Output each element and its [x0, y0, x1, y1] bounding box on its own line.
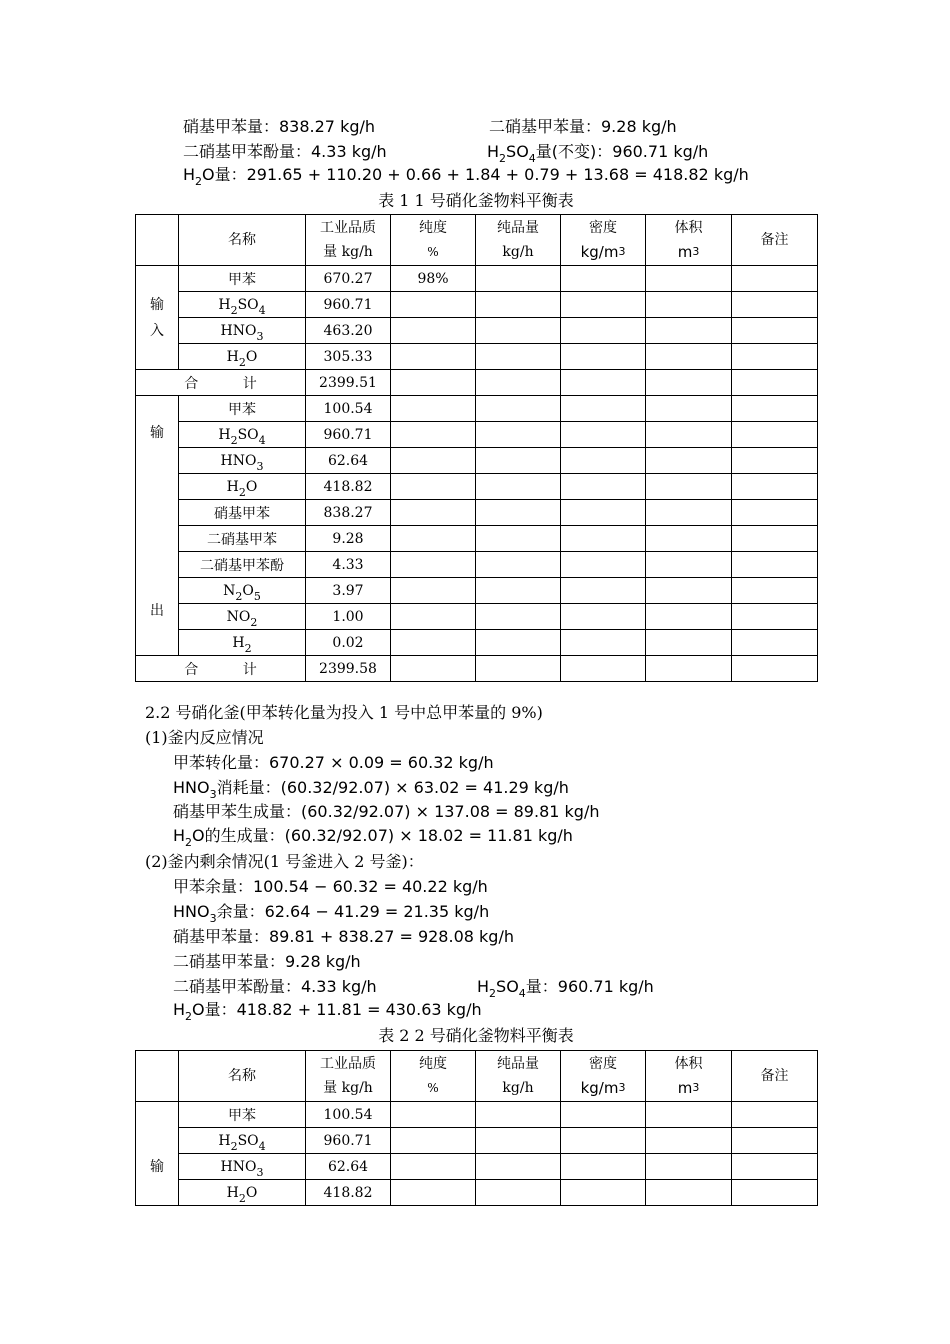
- row-name: $H_2SO_4$: [179, 292, 306, 318]
- row-qty: 3.97: [306, 578, 391, 604]
- water-amount: $H_2O$量：291.65 + 110.20 + 0.66 + 1.84 + 0.79 + 13.68 = 418.82 kg/h: [183, 165, 749, 188]
- header-blank: [136, 1051, 179, 1102]
- row-name: 硝基甲苯: [179, 500, 306, 526]
- header-note: 备注: [732, 1051, 818, 1102]
- table-row: [136, 552, 818, 578]
- table-row: [136, 266, 818, 292]
- toluene-remaining: 甲苯余量：100.54 − 60.32 = 40.22 kg/h: [173, 877, 488, 896]
- row-qty: 463.20: [306, 318, 391, 344]
- table-row: [136, 1102, 818, 1128]
- nitrotoluene-formation: 硝基甲苯生成量：(60.32/92.07) × 137.08 = 89.81 kg/h: [173, 802, 600, 821]
- table-row: [136, 448, 818, 474]
- header-purity: 纯度 %: [391, 215, 476, 266]
- row-name: $HNO_3$: [179, 1154, 306, 1180]
- header-blank: [136, 215, 179, 266]
- table-row: [136, 318, 818, 344]
- row-name: 甲苯: [179, 266, 306, 292]
- row-name: $H_2$: [179, 630, 306, 656]
- row-qty: 670.27: [306, 266, 391, 292]
- header-volume: 体积 $m^3$: [646, 215, 732, 266]
- section2-sub1: (1)釜内反应情况: [145, 728, 264, 747]
- row-name: $H_2O$: [179, 1180, 306, 1206]
- table1-caption: 表 1 1 号硝化釜物料平衡表: [378, 191, 574, 210]
- table-row: [136, 500, 818, 526]
- input-group-label: 输 入: [136, 266, 179, 370]
- table-row: [136, 604, 818, 630]
- table1-material-balance: [135, 214, 818, 682]
- table-row: [136, 422, 818, 448]
- dinitrocresol-amount-2: 二硝基甲苯酚量：4.33 kg/h: [173, 977, 377, 996]
- hno3-consumption: $HNO_3$消耗量：(60.32/92.07) × 63.02 = 41.29 kg/h: [173, 778, 569, 801]
- table-row: [136, 630, 818, 656]
- table2-caption: 表 2 2 号硝化釜物料平衡表: [378, 1026, 574, 1045]
- dinitrotoluene-amount-2: 二硝基甲苯量：9.28 kg/h: [173, 952, 361, 971]
- table-row: [136, 1180, 818, 1206]
- header-density: 密度 $kg/m^3$: [561, 1051, 646, 1102]
- row-qty: 305.33: [306, 344, 391, 370]
- row-name: $HNO_3$: [179, 318, 306, 344]
- row-qty: 62.64: [306, 1154, 391, 1180]
- header-purity: 纯度 %: [391, 1051, 476, 1102]
- table-row: [136, 344, 818, 370]
- table-row: [136, 292, 818, 318]
- row-name: $HNO_3$: [179, 448, 306, 474]
- section2-heading: 2.2 号硝化釜(甲苯转化量为投入 1 号中总甲苯量的 9%): [145, 703, 543, 722]
- total-label: 合 计: [136, 656, 306, 682]
- table2-material-balance: [135, 1050, 818, 1206]
- row-name: $H_2SO_4$: [179, 422, 306, 448]
- nitrotoluene-total: 硝基甲苯量：89.81 + 838.27 = 928.08 kg/h: [173, 927, 514, 946]
- table1-header-row: [136, 215, 818, 266]
- header-industrial-qty: 工业品质 量 kg/h: [306, 215, 391, 266]
- row-name: 甲苯: [179, 396, 306, 422]
- header-density: 密度 $kg/m^3$: [561, 215, 646, 266]
- row-qty: 1.00: [306, 604, 391, 630]
- row-name: 二硝基甲苯: [179, 526, 306, 552]
- row-qty: 0.02: [306, 630, 391, 656]
- toluene-conversion: 甲苯转化量：670.27 × 0.09 = 60.32 kg/h: [173, 753, 494, 772]
- table-row: [136, 1154, 818, 1180]
- input-total-row: [136, 370, 818, 396]
- total-qty: 2399.58: [306, 656, 391, 682]
- row-qty: 418.82: [306, 1180, 391, 1206]
- table-row: [136, 396, 818, 422]
- table-row: [136, 578, 818, 604]
- row-purity: 98%: [391, 266, 476, 292]
- output-group-label: 输 出: [136, 396, 179, 656]
- header-pure-qty: 纯品量 kg/h: [476, 215, 561, 266]
- header-name: 名称: [179, 215, 306, 266]
- dinitrocresol-amount: 二硝基甲苯酚量：4.33 kg/h: [183, 142, 387, 161]
- input-group-label: 输: [136, 1102, 179, 1206]
- row-qty: 418.82: [306, 474, 391, 500]
- row-name: $H_2O$: [179, 344, 306, 370]
- header-volume: 体积 $m^3$: [646, 1051, 732, 1102]
- row-qty: 960.71: [306, 292, 391, 318]
- sulfuric-acid-amount: $H_2SO_4$量(不变)：960.71 kg/h: [487, 142, 709, 165]
- dinitrotoluene-amount: 二硝基甲苯量：9.28 kg/h: [489, 117, 677, 136]
- row-qty: 838.27: [306, 500, 391, 526]
- sulfuric-acid-amount-2: $H_2SO_4$量：960.71 kg/h: [477, 977, 654, 1000]
- row-name: 甲苯: [179, 1102, 306, 1128]
- water-formation: $H_2O$的生成量：(60.32/92.07) × 18.02 = 11.81 kg/h: [173, 826, 573, 849]
- hno3-remaining: $HNO_3$余量：62.64 − 41.29 = 21.35 kg/h: [173, 902, 490, 925]
- header-industrial-qty: 工业品质 量 kg/h: [306, 1051, 391, 1102]
- output-total-row: [136, 656, 818, 682]
- row-name: 二硝基甲苯酚: [179, 552, 306, 578]
- nitrotoluene-amount: 硝基甲苯量：838.27 kg/h: [183, 117, 376, 136]
- row-name: $H_2SO_4$: [179, 1128, 306, 1154]
- row-qty: 960.71: [306, 422, 391, 448]
- table-row: [136, 1128, 818, 1154]
- row-name: $N_2O_5$: [179, 578, 306, 604]
- section2-sub2: (2)釜内剩余情况(1 号釜进入 2 号釜)：: [145, 852, 424, 871]
- row-qty: 9.28: [306, 526, 391, 552]
- water-amount-2: $H_2O$量：418.82 + 11.81 = 430.63 kg/h: [173, 1000, 482, 1023]
- row-qty: 100.54: [306, 1102, 391, 1128]
- table-row: [136, 474, 818, 500]
- row-qty: 62.64: [306, 448, 391, 474]
- row-qty: 100.54: [306, 396, 391, 422]
- header-pure-qty: 纯品量 kg/h: [476, 1051, 561, 1102]
- table-row: [136, 526, 818, 552]
- header-name: 名称: [179, 1051, 306, 1102]
- row-name: $NO_2$: [179, 604, 306, 630]
- row-qty: 960.71: [306, 1128, 391, 1154]
- total-label: 合 计: [136, 370, 306, 396]
- row-qty: 4.33: [306, 552, 391, 578]
- table2-header-row: [136, 1051, 818, 1102]
- total-qty: 2399.51: [306, 370, 391, 396]
- row-name: $H_2O$: [179, 474, 306, 500]
- header-note: 备注: [732, 215, 818, 266]
